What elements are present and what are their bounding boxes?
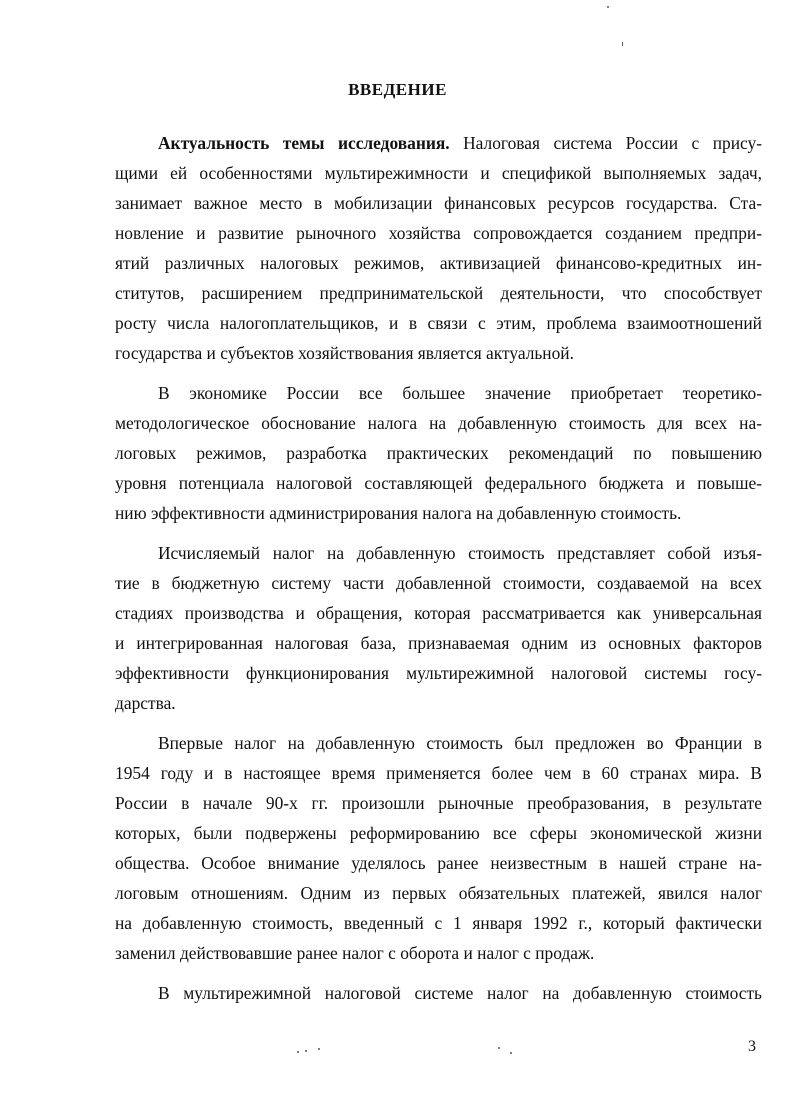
- paragraph-2-line-1: В экономике России все большее значение приобретает теоретико-: [158, 383, 762, 403]
- page-title: ВВЕДЕНИЕ: [348, 80, 447, 99]
- paragraph-1-line-3: занимает важное место в мобилизации финансовых ресурсов государства. Ста-: [115, 193, 762, 213]
- scan-speck: [607, 6, 609, 8]
- paragraph-4-line-8: заменил действовавшие ранее налог с оборота и налог с продаж.: [115, 943, 595, 963]
- paragraph-3-line-4: и интегрированная налоговая база, признаваемая одним из основных факторов: [115, 633, 762, 653]
- paragraph-4-line-3: России в начале 90-х гг. произошли рыночные преобразования, в результате: [115, 793, 762, 813]
- scan-speck: [297, 1051, 299, 1053]
- paragraph-2-line-2: методологическое обоснование налога на добавленную стоимость для всех на-: [115, 413, 762, 433]
- paragraph-3-line-2: тие в бюджетную систему части добавленной стоимости, создаваемой на всех: [115, 573, 762, 593]
- paragraph-2-line-5: нию эффективности администрирования налога на добавленную стоимость.: [115, 503, 682, 523]
- scan-speck: [498, 1047, 500, 1049]
- paragraph-4-line-7: на добавленную стоимость, введенный с 1 января 1992 г., который фактически: [115, 913, 762, 933]
- paragraph-3-line-3: стадиях производства и обращения, которая рассматривается как универсальная: [115, 603, 762, 623]
- paragraph-4-line-2: 1954 году и в настоящее время применяется более чем в 60 странах мира. В: [115, 763, 762, 783]
- scan-speck: [622, 42, 623, 46]
- paragraph-4-line-5: общества. Особое внимание уделялось ранее неизвестным в нашей стране на-: [115, 853, 762, 873]
- paragraph-1-line-8: государства и субъектов хозяйствования является актуальной.: [115, 343, 574, 363]
- scan-speck: [510, 1052, 512, 1054]
- paragraph-1-line-4: новление и развитие рыночного хозяйства сопровождается созданием предпри-: [115, 223, 762, 243]
- page-number: 3: [748, 1038, 756, 1055]
- topic-relevance-lead: Актуальность темы исследования.: [158, 133, 450, 153]
- paragraph-5-line-1: В мультирежимной налоговой системе налог на добавленную стоимость: [158, 983, 762, 1003]
- paragraph-1-line-2: щими ей особенностями мультирежимности и спецификой выполняемых задач,: [115, 163, 762, 183]
- paragraph-3-line-6: дарства.: [115, 693, 176, 713]
- paragraph-2-line-4: уровня потенциала налоговой составляющей федерального бюджета и повыше-: [115, 473, 762, 493]
- scan-speck: [305, 1050, 307, 1052]
- paragraph-4-line-4: которых, были подвержены реформированию все сферы экономической жизни: [115, 823, 762, 843]
- paragraph-1-line-7: росту числа налогоплательщиков, и в связи с этим, проблема взаимоотношений: [115, 313, 762, 333]
- scan-speck: [318, 1048, 320, 1050]
- paragraph-1-line-1: Актуальность темы исследования. Налоговая система России с прису-: [158, 133, 762, 153]
- paragraph-1-line-6: ститутов, расширением предпринимательской деятельности, что способствует: [115, 283, 762, 303]
- paragraph-3-line-5: эффективности функционирования мультирежимной налоговой системы госу-: [115, 663, 762, 683]
- paragraph-1-line-5: ятий различных налоговых режимов, активизацией финансово-кредитных ин-: [115, 253, 762, 273]
- paragraph-4-line-1: Впервые налог на добавленную стоимость был предложен во Франции в: [158, 733, 762, 753]
- paragraph-4-line-6: логовым отношениям. Одним из первых обязательных платежей, явился налог: [115, 883, 762, 903]
- paragraph-3-line-1: Исчисляемый налог на добавленную стоимость представляет собой изъя-: [158, 543, 762, 563]
- paragraph-2-line-3: логовых режимов, разработка практических рекомендаций по повышению: [115, 443, 762, 463]
